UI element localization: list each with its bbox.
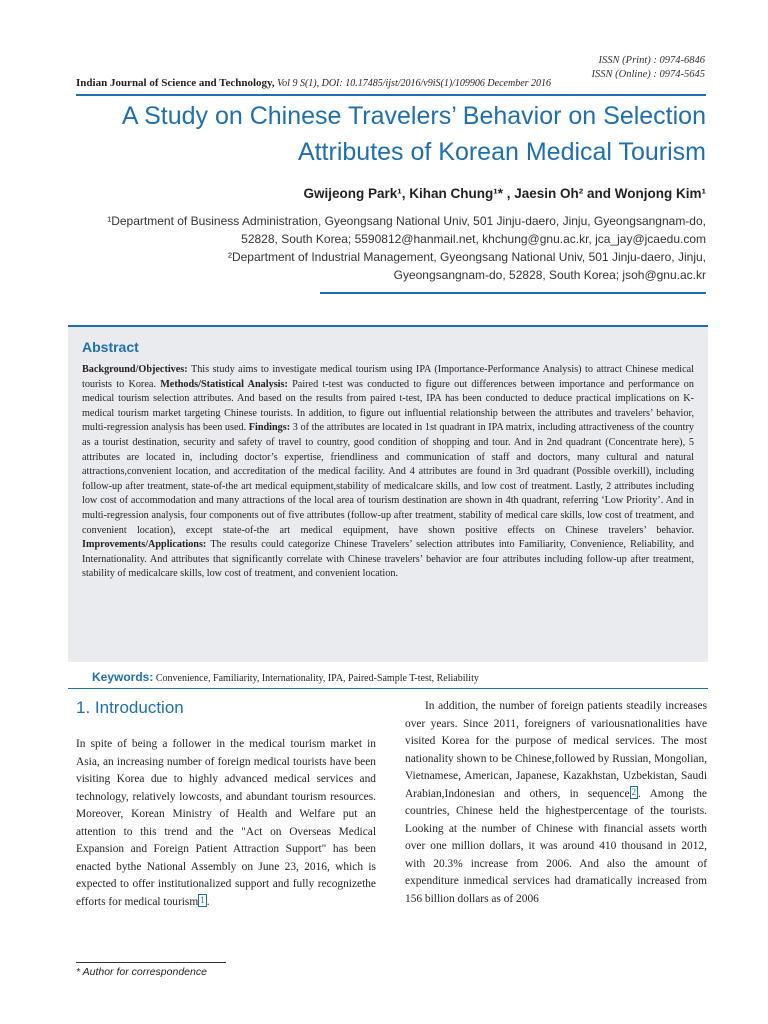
author-list: Gwijeong Park¹, Kihan Chung¹* , Jaesin Oh² and Wonjong Kim¹ xyxy=(303,186,706,201)
issn-online: ISSN (Online) : 0974-5645 xyxy=(591,69,705,80)
keywords xyxy=(92,670,702,684)
issn-print: ISSN (Print) : 0974-6846 xyxy=(598,55,705,66)
title-line-1: A Study on Chinese Travelers’ Behavior on Selection xyxy=(121,102,706,130)
journal-details: Vol 9 S(1), DOI: 10.17485/ijst/2016/v9iS(1)/109906 December 2016 xyxy=(277,78,552,89)
intro-paragraph-2-text-a: In addition, the number of foreign patients steadily increases over years. Since 2011, foreigners of variousnationalities have visited Korea for the purpose of medical services. The most nationality shown to be Chinese,followed by Russian, Mongolian, Vietnamese, American, Japanese, Kazakhstan, Uzbekistan, Saudi Arabian,Indonesian and others, in sequence xyxy=(405,700,707,800)
intro-paragraph-1-end: . xyxy=(206,895,210,908)
abstract-findings-label: Findings: xyxy=(248,422,291,434)
abstract-findings-text: 3 of the attributes are located in 1st quadrant in IPA matrix, including attractiveness of the country as a tourist destination, security and safety of travel to country, good condition of shopping and tour. And in 2nd quadrant (Concentrate here), 5 attributes are located in, including doctor’s expertise, friendliness and communication of staff and doctors, many cultural and natural attractions,convenient location, and accreditation of the medical facility. And 4 attributes are found in 3rd quadrant (Possible overkill), including follow-up after treatment, state-of-the art medical equipment,stability of medicalcare skills, and low cost of treatment. Lastly, 2 attributes including low cost of accommodation and many attractions of the local area of tourism destination are shown in 4th quadrant, referring ‘Low Priority’. And in multi-regression analysis, four components out of five attributes (follow-up after treatment, stability of medical care skills, low cost of treatment, and convenient location), except state-of-the art medical equipment, have shown positive effects on Chinese travelers’ behavior. xyxy=(82,422,695,536)
intro-paragraph-2 xyxy=(405,698,707,908)
affiliation-line-1: ¹Department of Business Administration, Gyeongsang National Univ, 501 Jinju-daero, Jinju, Gyeongsangnam-do, xyxy=(107,214,706,228)
affiliations xyxy=(76,212,706,284)
journal-citation xyxy=(76,77,706,89)
abstract-methods-label: Methods/Statistical Analysis: xyxy=(160,378,288,390)
abstract-background-text: This study aims to investigate medical tourism using IPA (Importance-Performance Analysis) to attract Chinese medical tourists to Korea. xyxy=(82,364,694,390)
header-divider xyxy=(76,94,706,96)
footnote-correspondence: * Author for correspondence xyxy=(76,966,207,978)
abstract-methods-text: Paired t-test was conducted to figure out differences between importance and performance on medical tourism selection attributes. And based on the results from paired t-test, IPA has been conducted to deduce practical implications on K-medical tourism market targeting Chinese tourists. In addition, to figure out influential relationship between the attributes and travelers’ behavior, multi-regression analysis has been used. xyxy=(82,378,694,434)
keywords-text: Convenience, Familiarity, Internationality, IPA, Paired-Sample T-test, Reliability xyxy=(153,673,479,684)
intro-paragraph-1 xyxy=(76,736,376,911)
journal-name: Indian Journal of Science and Technology, xyxy=(76,77,275,89)
citation-link-2[interactable]: 2 xyxy=(631,786,637,797)
keywords-divider xyxy=(68,688,708,689)
affiliation-divider xyxy=(320,292,706,294)
intro-left-column xyxy=(76,736,376,911)
abstract-box xyxy=(68,325,708,662)
title-line-2: Attributes of Korean Medical Tourism xyxy=(297,138,706,166)
footnote-divider xyxy=(76,962,226,963)
abstract-improvements-text: The results could categorize Chinese Travelers’ selection attributes into Familiarity, Convenience, Reliability, and Internationality. And attributes that significantly correlate with Chinese travelers’ behavior are four attributes including follow-up after treatment, stability of medicalcare skills, low cost of treatment, and convenient location. xyxy=(82,539,694,580)
article-title xyxy=(76,98,706,170)
keywords-label: Keywords: xyxy=(92,670,154,684)
affiliation-line-3: ²Department of Industrial Management, Gyeongsang National Univ, 501 Jinju-daero, Jinju, xyxy=(227,250,706,264)
abstract-background-label: Background/Objectives: xyxy=(82,364,188,375)
intro-paragraph-2-text-b: . Among the countries, Chinese held the highestpercentage of the tourists. Looking at the number of Chinese with financial assets worth over one million dollars, it was around 410 thousand in 2012, with 20.3% increase from 2006. And also the amount of expenditure inmedical services had dramatically increased from 156 billion dollars as of 2006 xyxy=(405,787,707,905)
affiliation-line-4: Gyeongsangnam-do, 52828, South Korea; jsoh@gnu.ac.kr xyxy=(393,268,706,282)
abstract-text xyxy=(82,363,694,582)
citation-link-1[interactable]: 1 xyxy=(200,894,205,905)
intro-paragraph-1-text: In spite of being a follower in the medical tourism market in Asia, an increasing number of foreign medical tourists have been visiting Korea due to highly advanced medical services and technology, relatively lowcosts, and abundant tourism resources. Moreover, Korean Ministry of Health and Welfare put an attention to this trend and the "Act on Overseas Medical Expansion and Foreign Patient Attraction Support" has been enacted bythe National Assembly on June 23, 2016, which is expected to offer institutionalized support and fully recognizethe efforts for medical tourism xyxy=(76,738,376,908)
section-heading-introduction: 1. Introduction xyxy=(76,698,184,717)
abstract-heading: Abstract xyxy=(82,339,139,355)
intro-right-column xyxy=(405,698,707,908)
affiliation-line-2: 52828, South Korea; 5590812@hanmail.net, khchung@gnu.ac.kr, jca_jay@jcaedu.com xyxy=(241,232,706,246)
abstract-improvements-label: Improvements/Applications: xyxy=(82,539,207,551)
